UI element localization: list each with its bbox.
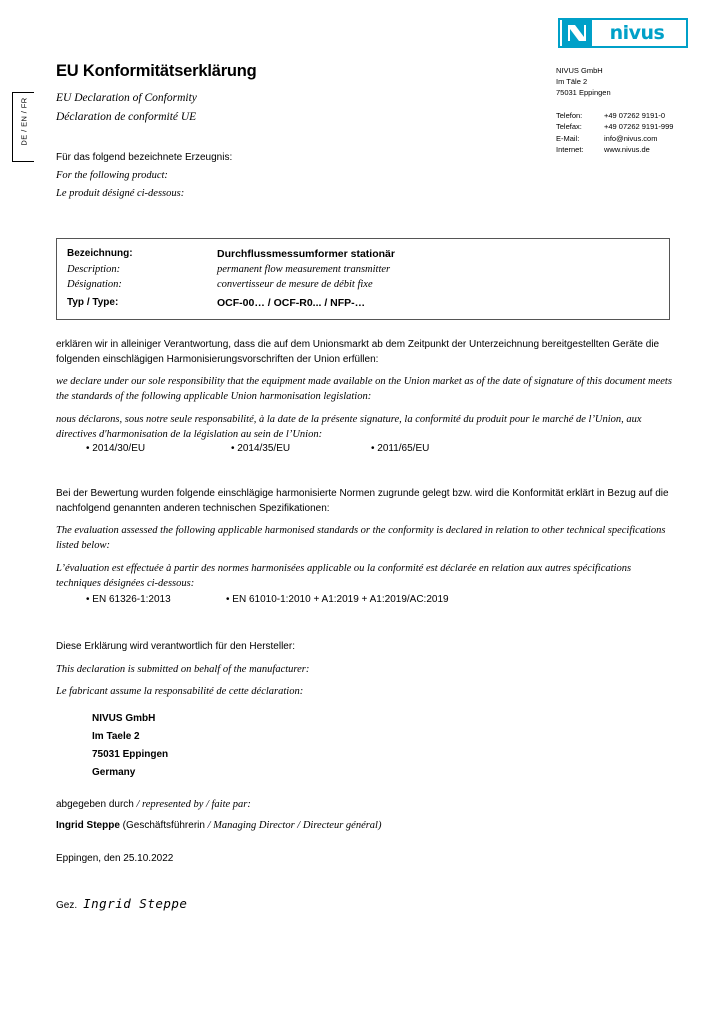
contact-row [556, 110, 673, 121]
product-info-box [56, 238, 670, 320]
standards-list [56, 594, 672, 605]
evaluation-en: The evaluation assessed the following applicable harmonised standards or the conformity is declared in relation to other technical specifications listed below: [56, 525, 666, 551]
contact-label-fax: Telefax: [556, 122, 582, 132]
product-label-en: Description: [67, 264, 121, 275]
represented-by-de: abgegeben durch [56, 799, 134, 810]
intro-en: For the following product: [56, 170, 168, 181]
signer-line [56, 820, 381, 831]
declaration-block [56, 338, 672, 443]
product-value-type: OCF-00… / OCF-R0... / NFP-… [217, 297, 366, 309]
company-address [556, 66, 611, 99]
directives-list [56, 443, 672, 454]
responsibility-de: Diese Erklärung wird verantwortlich für den Hersteller: [56, 641, 295, 652]
standard-item: • EN 61010-1:2010 + A1:2019 + A1:2019/AC:2019 [226, 594, 449, 605]
intro-block [56, 152, 656, 199]
signer-role-rest: / Managing Director / Directeur général) [204, 820, 382, 831]
company-name: NIVUS GmbH [556, 66, 603, 75]
evaluation-block [56, 487, 672, 592]
company-contact [556, 110, 673, 155]
product-value-de: Durchflussmessumformer stationär [217, 248, 395, 260]
directive-item: • 2014/30/EU [86, 443, 146, 454]
signature-line [56, 896, 187, 911]
product-label-de: Bezeichnung: [67, 248, 133, 259]
represented-by-line [56, 799, 251, 810]
handwritten-signature: Ingrid Steppe [83, 896, 188, 911]
manufacturer-country: Germany [92, 767, 136, 778]
intro-de: Für das folgend bezeichnete Erzeugnis: [56, 152, 233, 163]
nivus-wordmark: nivus [609, 22, 665, 44]
language-side-tab-label: DE / EN / FR [19, 97, 29, 146]
product-label-fr: Désignation: [67, 279, 122, 290]
directive-item: • 2014/35/EU [231, 443, 291, 454]
contact-label-internet: Internet: [556, 144, 584, 154]
responsibility-en: This declaration is submitted on behalf of the manufacturer: [56, 663, 310, 675]
language-side-tab [12, 92, 34, 162]
contact-label-email: E-Mail: [556, 133, 580, 143]
company-city: 75031 Eppingen [556, 87, 611, 97]
directive-item: • 2011/65/EU [371, 443, 430, 454]
declaration-en: we declare under our sole responsibility that the equipment made available on the Union market as of the date of signature of this document meets the standards of the following applicable Union harmonisation legislation: [56, 376, 672, 402]
contact-row [556, 133, 673, 144]
declaration-de: erklären wir in alleiniger Verantwortung, dass die auf dem Unionsmarkt ab dem Zeitpunkt der Unterzeichnung bereitgestellten Geräte die folgenden einschlägigen Harmonisierungsvorschriften der Union erfüllen: [56, 339, 660, 365]
represented-by-rest: / represented by / faite par: [133, 799, 251, 810]
nivus-n-icon [562, 20, 592, 46]
product-row-description [57, 239, 669, 260]
contact-label-phone: Telefon: [556, 111, 583, 120]
product-value-en: permanent flow measurement transmitter [217, 264, 391, 275]
responsibility-block [56, 640, 672, 700]
product-value-fr: convertisseur de mesure de débit fixe [217, 279, 373, 290]
signer-role-de: (Geschäftsführerin [119, 820, 205, 831]
product-row-type [57, 297, 669, 309]
product-label-type: Typ / Type: [67, 297, 119, 308]
company-street: Im Täle 2 [556, 76, 588, 86]
standard-item: • EN 61326-1:2013 [86, 594, 171, 605]
intro-fr: Le produit désigné ci-dessous: [56, 188, 185, 199]
contact-row [556, 121, 673, 132]
contact-value-fax: +49 07262 9191-999 [604, 122, 674, 132]
manufacturer-address [92, 710, 168, 782]
page-title: EU Konformitätserklärung [56, 62, 257, 80]
nivus-logo [558, 18, 688, 48]
manufacturer-street: Im Taele 2 [92, 731, 140, 742]
contact-value-internet[interactable]: www.nivus.de [604, 144, 650, 154]
product-row-description-fr [57, 279, 669, 290]
manufacturer-name: NIVUS GmbH [92, 713, 156, 724]
signer-name: Ingrid Steppe [56, 820, 120, 831]
evaluation-de: Bei der Bewertung wurden folgende einschlägige harmonisierte Normen zugrunde gelegt bzw. wird die Konformität erklärt in Bezug auf die nachfolgend genannten anderen technischen Spezifikationen: [56, 488, 669, 514]
manufacturer-city: 75031 Eppingen [92, 749, 169, 760]
responsibility-fr: Le fabricant assume la responsabilité de cette déclaration: [56, 686, 304, 698]
place-and-date: Eppingen, den 25.10.2022 [56, 853, 174, 864]
evaluation-fr: L’évaluation est effectuée à partir des normes harmonisées applicable ou la conformité est déclarée en relation aux autres spécifications techniques désignées ci-dessous: [56, 562, 632, 589]
contact-value-email[interactable]: info@nivus.com [604, 133, 658, 143]
page-title-fr: Déclaration de conformité UE [56, 111, 197, 123]
product-row-description-en [57, 264, 669, 275]
page-title-en: EU Declaration of Conformity [56, 92, 197, 104]
contact-value-phone: +49 07262 9191-0 [604, 111, 666, 120]
declaration-fr: nous déclarons, sous notre seule responsabilité, à la date de la présente signature, la conformité du produit pour le marché de l’Union, aux directives d'harmonisation de la législation au sein de l’Union: [56, 413, 642, 440]
signature-gez-label: Gez. [56, 900, 78, 911]
